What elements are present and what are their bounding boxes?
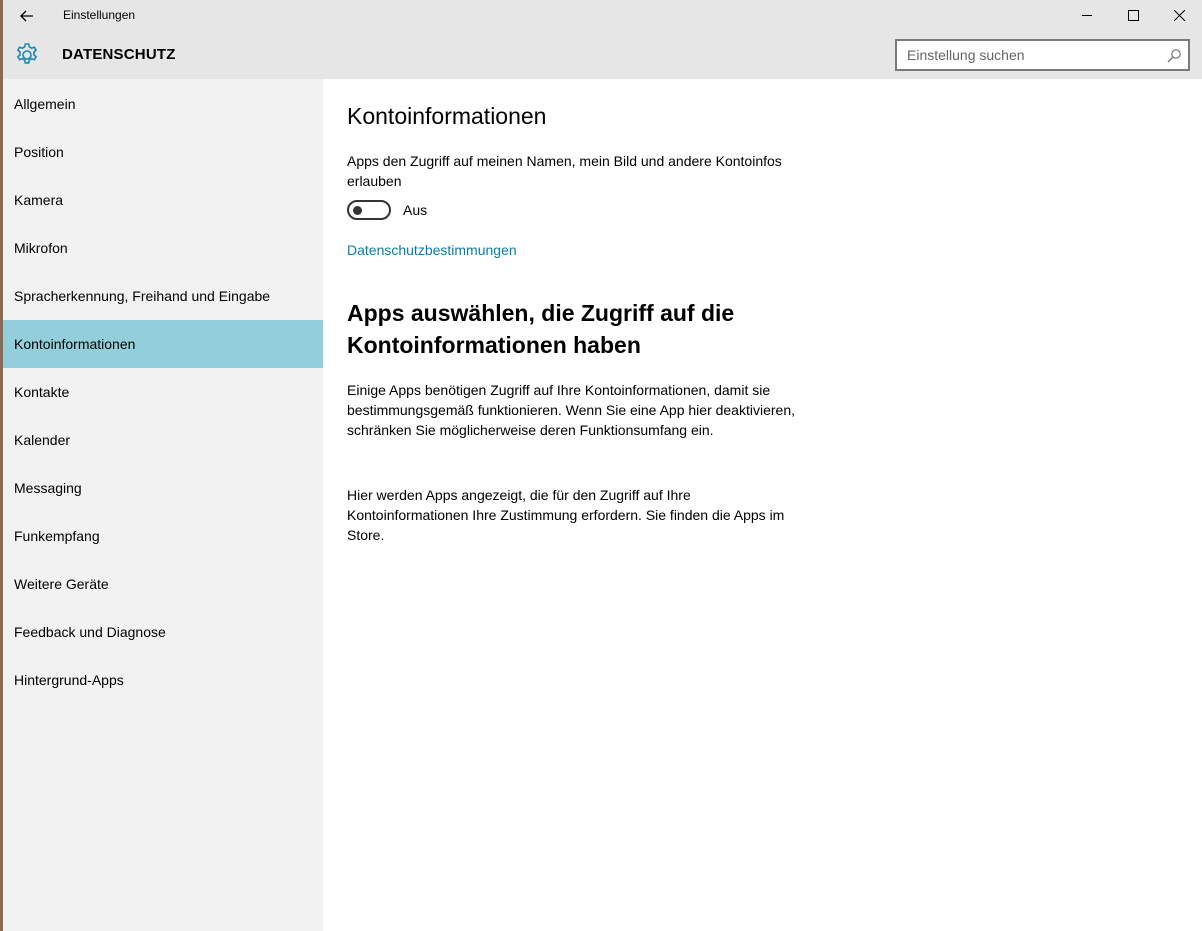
sidebar-item-mikrofon[interactable]: Mikrofon bbox=[14, 240, 68, 256]
search-input[interactable] bbox=[907, 47, 1157, 63]
sidebar-item-feedback[interactable]: Feedback und Diagnose bbox=[14, 624, 166, 640]
section-heading: Kontoinformationen bbox=[347, 103, 547, 129]
apps-paragraph-1: Einige Apps benötigen Zugriff auf Ihre Kontoinformationen, damit sie bestimmungsgemäß funktionieren. Wenn Sie eine App hier deaktivieren, schränken Sie möglicherweise deren Funktionsumfang ein. bbox=[347, 382, 795, 438]
back-arrow-icon bbox=[20, 10, 34, 22]
toggle-state-label: Aus bbox=[403, 202, 428, 218]
minimize-button[interactable] bbox=[1064, 0, 1110, 30]
maximize-icon bbox=[1128, 10, 1139, 21]
sidebar-nav bbox=[3, 79, 323, 931]
toggle-description: Apps den Zugriff auf meinen Namen, mein Bild und andere Kontoinfos erlauben bbox=[347, 153, 782, 189]
close-button[interactable] bbox=[1156, 0, 1202, 30]
search-box[interactable] bbox=[895, 39, 1190, 71]
close-icon bbox=[1174, 10, 1185, 21]
page-title: DATENSCHUTZ bbox=[62, 46, 176, 63]
sidebar-item-funkempfang[interactable]: Funkempfang bbox=[14, 528, 100, 544]
account-access-toggle[interactable] bbox=[347, 200, 391, 220]
sidebar-item-weitere-geraete[interactable]: Weitere Geräte bbox=[14, 576, 109, 592]
sidebar-item-position[interactable]: Position bbox=[14, 144, 64, 160]
maximize-button[interactable] bbox=[1110, 0, 1156, 30]
sidebar-item-hintergrund-apps[interactable]: Hintergrund-Apps bbox=[14, 672, 124, 688]
sidebar-item-kalender[interactable]: Kalender bbox=[14, 432, 71, 448]
search-icon[interactable] bbox=[1166, 48, 1182, 64]
minimize-icon bbox=[1082, 10, 1093, 21]
window-title: Einstellungen bbox=[63, 8, 136, 22]
apps-heading: Apps auswählen, die Zugriff auf die Kontoinformationen haben bbox=[347, 300, 735, 358]
main-content bbox=[323, 79, 1202, 931]
toggle-knob bbox=[353, 206, 362, 215]
back-button[interactable] bbox=[12, 5, 42, 27]
title-bar bbox=[0, 0, 1202, 32]
sidebar-item-kamera[interactable]: Kamera bbox=[14, 192, 64, 208]
privacy-link[interactable]: Datenschutzbestimmungen bbox=[347, 242, 517, 258]
settings-header bbox=[0, 32, 1202, 79]
apps-paragraph-2: Hier werden Apps angezeigt, die für den Zugriff auf Ihre Kontoinformationen Ihre Zustimmung erfordern. Sie finden die Apps im Store. bbox=[347, 487, 785, 543]
sidebar-item-kontoinformationen[interactable]: Kontoinformationen bbox=[3, 320, 323, 368]
sidebar-item-allgemein[interactable]: Allgemein bbox=[14, 96, 76, 112]
sidebar-item-spracherkennung[interactable]: Spracherkennung, Freihand und Eingabe bbox=[14, 288, 271, 304]
sidebar-item-messaging[interactable]: Messaging bbox=[14, 480, 82, 496]
gear-icon bbox=[14, 42, 40, 68]
sidebar-item-kontakte[interactable]: Kontakte bbox=[14, 384, 70, 400]
